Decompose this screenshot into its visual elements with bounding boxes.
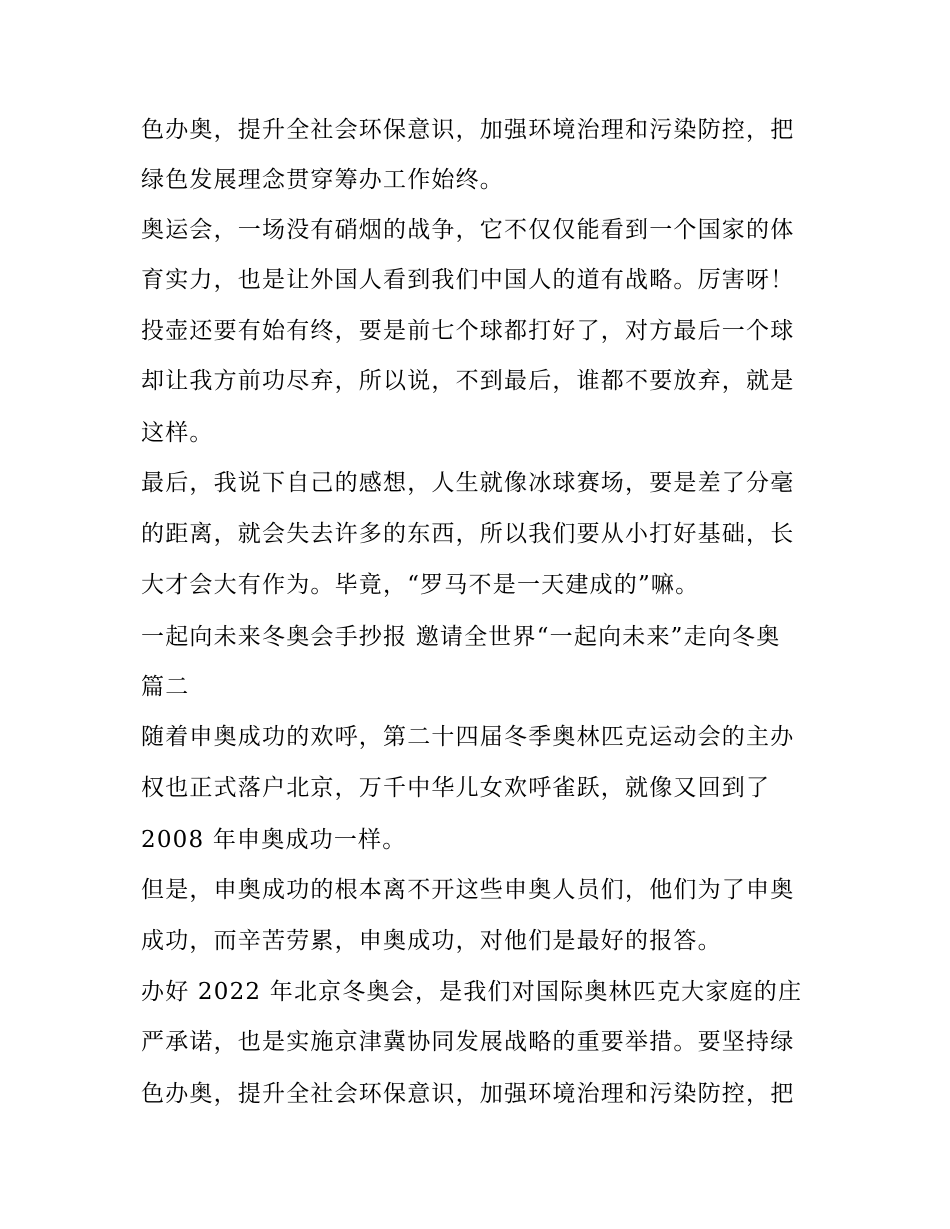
text-line: 奥运会，一场没有硝烟的战争，它不仅仅能看到一个国家的体	[141, 217, 795, 243]
text-line: 色办奥，提升全社会环保意识，加强环境治理和污染防控，把	[141, 117, 795, 143]
text-line: 却让我方前功尽弃，所以说，不到最后，谁都不要放弃，就是	[141, 368, 795, 394]
section-heading: 篇二	[141, 674, 190, 700]
text-line: 成功，而辛苦劳累，申奥成功，对他们是最好的报答。	[141, 928, 722, 954]
text-line: 2008 年申奥成功一样。	[141, 827, 407, 853]
text-line: 严承诺，也是实施京津冀协同发展战略的重要举措。要坚持绿	[141, 1029, 795, 1055]
text-line: 这样。	[141, 420, 214, 446]
text-line: 育实力，也是让外国人看到我们中国人的道有战略。厉害呀！	[141, 267, 795, 293]
text-line: 投壶还要有始有终，要是前七个球都打好了，对方最后一个球	[141, 318, 795, 344]
text-line: 最后，我说下自己的感想，人生就像冰球赛场，要是差了分毫	[141, 470, 795, 496]
text-line: 的距离，就会失去许多的东西，所以我们要从小打好基础，长	[141, 521, 795, 547]
text-line: 权也正式落户北京，万千中华儿女欢呼雀跃，就像又回到了	[141, 775, 771, 801]
text-line: 色办奥，提升全社会环保意识，加强环境治理和污染防控，把	[141, 1081, 795, 1107]
text-line: 随着申奥成功的欢呼，第二十四届冬季奥林匹克运动会的主办	[141, 724, 795, 750]
text-line: 大才会大有作为。毕竟，“罗马不是一天建成的”嘛。	[141, 572, 700, 598]
text-line: 办好 2022 年北京冬奥会，是我们对国际奥林匹克大家庭的庄	[141, 979, 803, 1005]
text-line: 但是，申奥成功的根本离不开这些申奥人员们，他们为了申奥	[141, 877, 795, 903]
text-line: 绿色发展理念贯穿筹办工作始终。	[141, 167, 504, 193]
text-line: 一起向未来冬奥会手抄报 邀请全世界“一起向未来”走向冬奥	[141, 624, 781, 650]
